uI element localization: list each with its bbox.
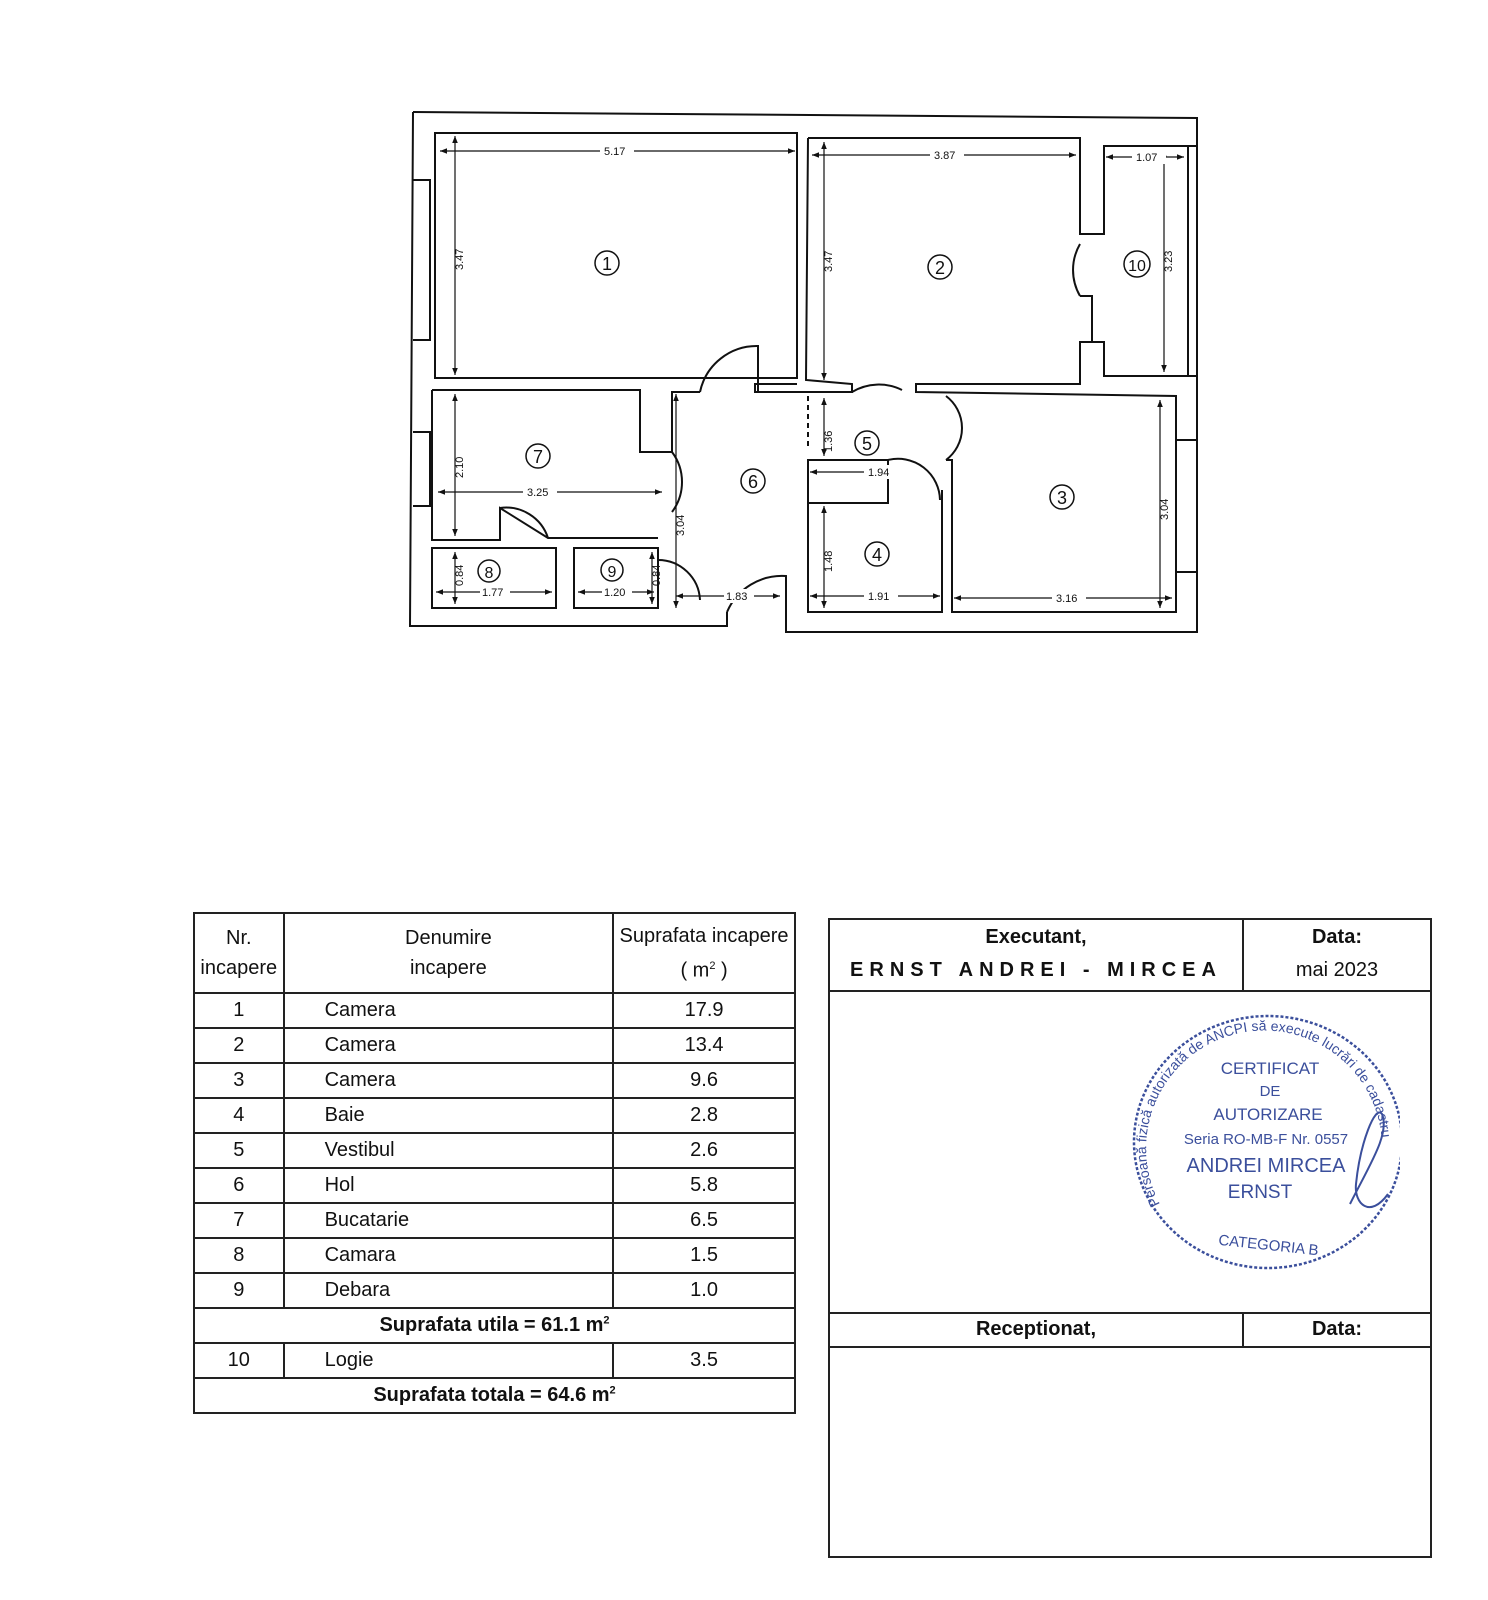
dim-r7-height: 2.10 xyxy=(454,456,466,478)
dim-r10-height: 3.23 xyxy=(1163,250,1175,272)
dim-r8-width: 1.77 xyxy=(482,587,504,599)
stamp-line-3: AUTORIZARE xyxy=(1213,1105,1323,1124)
table-row xyxy=(194,1133,795,1168)
dim-r1-height: 3.47 xyxy=(454,248,466,270)
dim-r2-width: 3.87 xyxy=(934,150,956,162)
stamp-arc-text: Persoană fizică autorizată de ANCPI să execute lucrări de cadastru xyxy=(1133,1017,1395,1210)
dim-r9-width: 1.20 xyxy=(604,587,626,599)
row-nr: 6 xyxy=(194,1168,284,1203)
room-number-6: 6 xyxy=(747,472,759,492)
row-nr: 9 xyxy=(194,1273,284,1308)
stamp-line-5: ANDREI MIRCEA xyxy=(1186,1155,1346,1177)
dim-r8-height: 0.84 xyxy=(454,564,466,586)
dim-r7-width: 3.25 xyxy=(527,487,549,499)
date-label: Data: xyxy=(1311,926,1362,948)
dim-r5-width: 1.94 xyxy=(868,467,890,479)
dim-r3-height: 3.04 xyxy=(1159,498,1171,520)
row-name: Camera xyxy=(284,1063,614,1098)
row-area: 1.5 xyxy=(613,1238,795,1273)
room-number-8: 8 xyxy=(484,565,494,582)
table-row xyxy=(194,1273,795,1308)
dim-r5-height: 1.36 xyxy=(823,430,835,452)
row-nr: 7 xyxy=(194,1203,284,1238)
floor-plan xyxy=(0,0,1488,640)
room-number-1: 1 xyxy=(601,254,613,274)
receptionat-cell xyxy=(830,1312,1244,1348)
executant-box xyxy=(828,918,1432,1558)
executant-name: ERNST ANDREI - MIRCEA xyxy=(850,959,1222,981)
dim-r3-width: 3.16 xyxy=(1056,593,1078,605)
row-name: Camera xyxy=(284,993,614,1028)
room-number-2: 2 xyxy=(934,258,946,278)
dim-r4-height: 1.48 xyxy=(823,550,835,572)
table-row xyxy=(194,1098,795,1133)
table-header-row xyxy=(194,913,795,993)
stamp-line-1: CERTIFICAT xyxy=(1220,1059,1320,1078)
table-row xyxy=(194,1343,795,1378)
table-row xyxy=(194,1238,795,1273)
dim-r6-height: 3.04 xyxy=(675,514,687,536)
row-nr: 5 xyxy=(194,1133,284,1168)
row-area: 3.5 xyxy=(613,1343,795,1378)
useful-area-row xyxy=(194,1308,795,1343)
row-nr: 10 xyxy=(194,1343,284,1378)
dim-r10-width: 1.07 xyxy=(1136,152,1158,164)
row-nr: 1 xyxy=(194,993,284,1028)
executant-label: Executant, xyxy=(985,926,1087,948)
date-cell-2 xyxy=(1244,1312,1430,1348)
total-area: Suprafata totala = 64.6 $m^2$ xyxy=(194,1378,795,1413)
row-name: Debara xyxy=(284,1273,614,1308)
room-number-7: 7 xyxy=(532,447,544,467)
row-area: 2.6 xyxy=(613,1133,795,1168)
date-label-2: Data: xyxy=(1311,1318,1362,1340)
executant-cell xyxy=(830,920,1244,992)
receptionat-label: Receptionat, xyxy=(975,1318,1097,1340)
header-nr: Nr. incapere xyxy=(194,913,284,993)
row-name: Vestibul xyxy=(284,1133,614,1168)
table-row xyxy=(194,1063,795,1098)
rooms-table xyxy=(193,912,796,1414)
row-area: 2.8 xyxy=(613,1098,795,1133)
dim-r6-width: 1.83 xyxy=(726,591,748,603)
table-row xyxy=(194,1028,795,1063)
table-row xyxy=(194,993,795,1028)
room-number-4: 4 xyxy=(871,545,883,565)
row-area: 13.4 xyxy=(613,1028,795,1063)
dim-r2-height: 3.47 xyxy=(823,250,835,272)
room-number-9: 9 xyxy=(607,564,617,581)
row-name: Camera xyxy=(284,1028,614,1063)
row-area: 1.0 xyxy=(613,1273,795,1308)
room-number-10: 10 xyxy=(1128,258,1146,275)
dim-r9-height: 0.84 xyxy=(651,564,663,586)
row-name: Camara xyxy=(284,1238,614,1273)
stamp-line-6: ERNST xyxy=(1227,1182,1293,1203)
row-nr: 8 xyxy=(194,1238,284,1273)
row-area: 9.6 xyxy=(613,1063,795,1098)
row-name: Hol xyxy=(284,1168,614,1203)
date-cell xyxy=(1244,920,1430,992)
row-name: Logie xyxy=(284,1343,614,1378)
row-area: 5.8 xyxy=(613,1168,795,1203)
stamp-line-2: DE xyxy=(1259,1083,1281,1100)
header-area: Suprafata incapere ( $m^2$ ) xyxy=(613,913,795,993)
row-area: 6.5 xyxy=(613,1203,795,1238)
dim-r4-width: 1.91 xyxy=(868,591,890,603)
row-nr: 3 xyxy=(194,1063,284,1098)
authorization-stamp xyxy=(1120,1004,1400,1284)
date-value: mai 2023 xyxy=(1295,959,1379,981)
row-name: Bucatarie xyxy=(284,1203,614,1238)
useful-area: Suprafata utila = 61.1 $m^2$ xyxy=(194,1308,795,1343)
header-name: Denumire incapere xyxy=(284,913,614,993)
stamp-line-7: CATEGORIA B xyxy=(1217,1231,1320,1260)
room-number-5: 5 xyxy=(861,434,873,454)
table-row xyxy=(194,1168,795,1203)
room-number-3: 3 xyxy=(1056,488,1068,508)
row-nr: 2 xyxy=(194,1028,284,1063)
stamp-line-4: Seria RO-MB-F Nr. 0557 xyxy=(1183,1131,1349,1148)
total-area-row xyxy=(194,1378,795,1413)
row-area: 17.9 xyxy=(613,993,795,1028)
row-name: Baie xyxy=(284,1098,614,1133)
row-nr: 4 xyxy=(194,1098,284,1133)
table-row xyxy=(194,1203,795,1238)
dim-r1-width: 5.17 xyxy=(604,146,626,158)
